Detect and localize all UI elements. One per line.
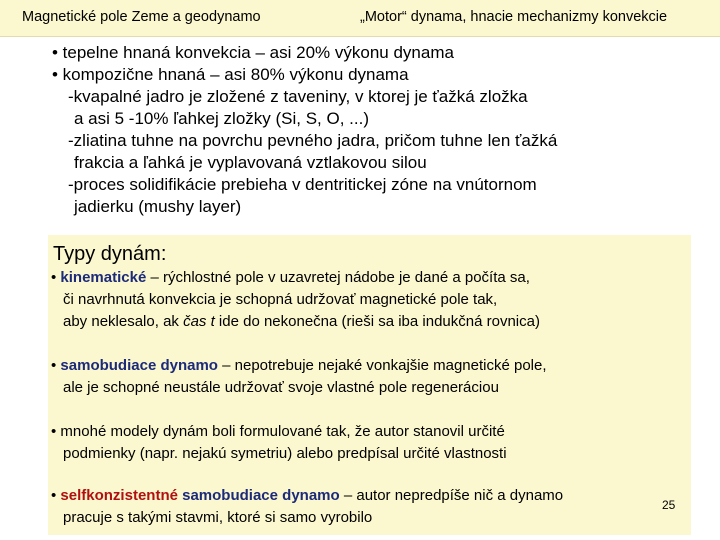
bullet-mark: • [51, 269, 61, 286]
sub-point-solidification: -proces solidifikácie prebieha v dentritickej zóne na vnútornom [68, 175, 537, 194]
sub-point-liquid-core-cont: a asi 5 -10% ľahkej zložky (Si, S, O, ...) [74, 109, 370, 128]
models-line1: • mnohé modely dynám boli formulované tak, že autor stanovil určité [51, 423, 505, 440]
kinematic-line3a: aby neklesalo, ak [63, 313, 184, 330]
box-title: Typy dynám: [53, 243, 167, 265]
item-selfexcited [51, 355, 547, 399]
models-line2: podmienky (napr. nejakú symetriu) alebo predpísal určité vlastnosti [63, 445, 507, 462]
kinematic-line2: či navrhnutá konvekcia je schopná udržovať magnetické pole tak, [63, 291, 498, 308]
kinematic-time-term: čas t [183, 313, 215, 330]
item-models [51, 421, 507, 465]
kinematic-line3b: ide do nekonečna (rieši sa iba indukčná rovnica) [214, 313, 540, 330]
term-selfconsistent: selfkonzistentné [60, 487, 178, 504]
kinematic-line1: – rýchlostné pole v uzavretej nádobe je dané a počíta sa, [146, 269, 530, 286]
term-kinematic: kinematické [60, 269, 147, 286]
sub-point-liquid-core: -kvapalné jadro je zložené z taveniny, v ktorej je ťažká zložka [68, 87, 528, 106]
term-selfexcited: samobudiace dynamo [60, 357, 218, 374]
dynamo-types-box [48, 235, 691, 535]
selfconsistent-line2: pracuje s takými stavmi, ktoré si samo vyrobilo [63, 509, 373, 526]
selfconsistent-line1: – autor nepredpíše nič a dynamo [339, 487, 564, 504]
item-selfconsistent [51, 485, 563, 529]
item-kinematic [51, 267, 540, 333]
header-right-title: „Motor“ dynama, hnacie mechanizmy konvekcie [360, 9, 668, 25]
bullet-thermal: • tepelne hnaná konvekcia – asi 20% výkonu dynama [52, 43, 454, 62]
sub-point-alloy-cont: frakcia a ľahká je vyplavovaná vztlakovou silou [74, 153, 427, 172]
header-left-title: Magnetické pole Zeme a geodynamo [22, 9, 261, 25]
intro-bullets [52, 42, 712, 218]
slide-header [0, 0, 720, 37]
bullet-mark: • [51, 357, 61, 374]
selfexcited-line1: – nepotrebuje nejaké vonkajšie magnetické pole, [217, 357, 547, 374]
selfexcited-line2: ale je schopné neustále udržovať svoje vlastné pole regeneráciou [63, 379, 499, 396]
bullet-compositional: • kompozične hnaná – asi 80% výkonu dynama [52, 65, 409, 84]
bullet-mark: • [51, 487, 61, 504]
page-number: 25 [662, 498, 676, 512]
sub-point-solidification-cont: jadierku (mushy layer) [74, 197, 242, 216]
sub-point-alloy: -zliatina tuhne na povrchu pevného jadra, pričom tuhne len ťažká [68, 131, 558, 150]
term-selfexcited-dynamo: samobudiace dynamo [177, 487, 340, 504]
